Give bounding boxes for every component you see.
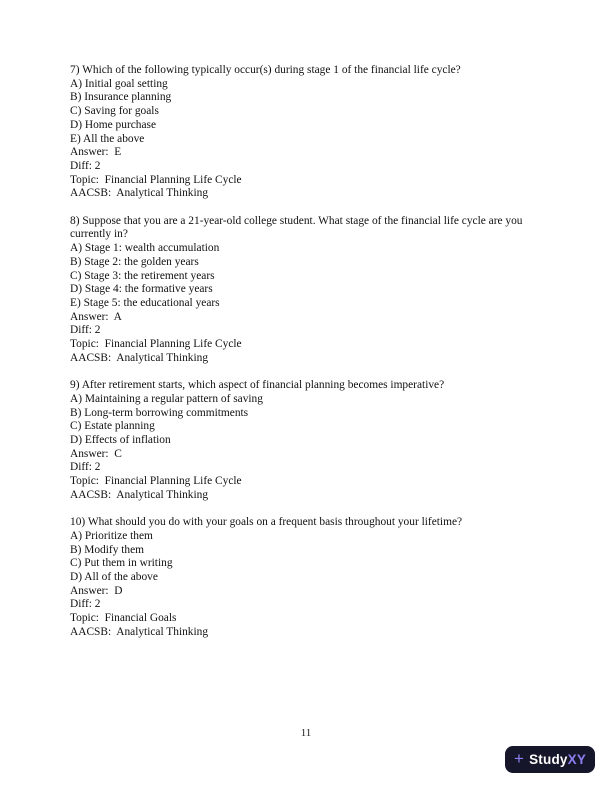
question-meta: Answer: A: [70, 310, 122, 323]
question-option: D) All of the above: [70, 570, 158, 583]
question-option: B) Stage 2: the golden years: [70, 255, 199, 268]
studyxy-logo: [505, 746, 595, 773]
brand-name: [529, 752, 586, 767]
question-meta: AACSB: Analytical Thinking: [70, 625, 209, 638]
question-option: A) Initial goal setting: [70, 77, 168, 90]
question-block: [70, 215, 548, 366]
question-option: D) Home purchase: [70, 118, 157, 131]
question-option: A) Stage 1: wealth accumulation: [70, 242, 220, 255]
question-meta: AACSB: Analytical Thinking: [70, 187, 209, 200]
question-meta: Topic: Financial Goals: [70, 612, 177, 625]
question-option: B) Insurance planning: [70, 91, 172, 104]
question-meta: Diff: 2: [70, 598, 101, 611]
question-meta: Topic: Financial Planning Life Cycle: [70, 338, 242, 351]
question-option: C) Saving for goals: [70, 105, 159, 118]
question-text: 8) Suppose that you are a 21-year-old college student. What stage of the financial life cycle are you currently in?: [70, 214, 526, 241]
brand-name-accent: XY: [567, 752, 587, 767]
questions-container: [70, 64, 548, 653]
question-option: A) Maintaining a regular pattern of saving: [70, 392, 263, 405]
question-meta: Diff: 2: [70, 159, 101, 172]
question-option: B) Modify them: [70, 543, 145, 556]
question-meta: Diff: 2: [70, 461, 101, 474]
question-meta: AACSB: Analytical Thinking: [70, 488, 209, 501]
plus-icon: +: [513, 749, 525, 768]
question-option: B) Long-term borrowing commitments: [70, 406, 249, 419]
question-option: E) All the above: [70, 132, 145, 145]
question-text: 9) After retirement starts, which aspect of financial planning becomes imperative?: [70, 379, 445, 392]
question-meta: Answer: C: [70, 447, 122, 460]
question-meta: Topic: Financial Planning Life Cycle: [70, 173, 242, 186]
question-option: A) Prioritize them: [70, 529, 153, 542]
question-option: C) Estate planning: [70, 420, 155, 433]
brand-name-primary: Study: [529, 752, 568, 767]
question-meta: Topic: Financial Planning Life Cycle: [70, 475, 242, 488]
question-meta: Answer: D: [70, 584, 123, 597]
question-block: [70, 516, 548, 639]
page-number: 11: [300, 727, 312, 739]
question-meta: Answer: E: [70, 146, 122, 159]
question-meta: AACSB: Analytical Thinking: [70, 351, 209, 364]
question-meta: Diff: 2: [70, 324, 101, 337]
question-text: 7) Which of the following typically occur(s) during stage 1 of the financial life cycle?: [70, 64, 461, 76]
question-option: D) Stage 4: the formative years: [70, 283, 213, 296]
question-option: D) Effects of inflation: [70, 433, 171, 446]
question-text: 10) What should you do with your goals on a frequent basis throughout your lifetime?: [70, 516, 463, 529]
question-option: E) Stage 5: the educational years: [70, 296, 220, 309]
question-block: [70, 379, 548, 502]
question-block: [70, 64, 548, 201]
question-option: C) Put them in writing: [70, 557, 173, 570]
question-option: C) Stage 3: the retirement years: [70, 269, 215, 282]
